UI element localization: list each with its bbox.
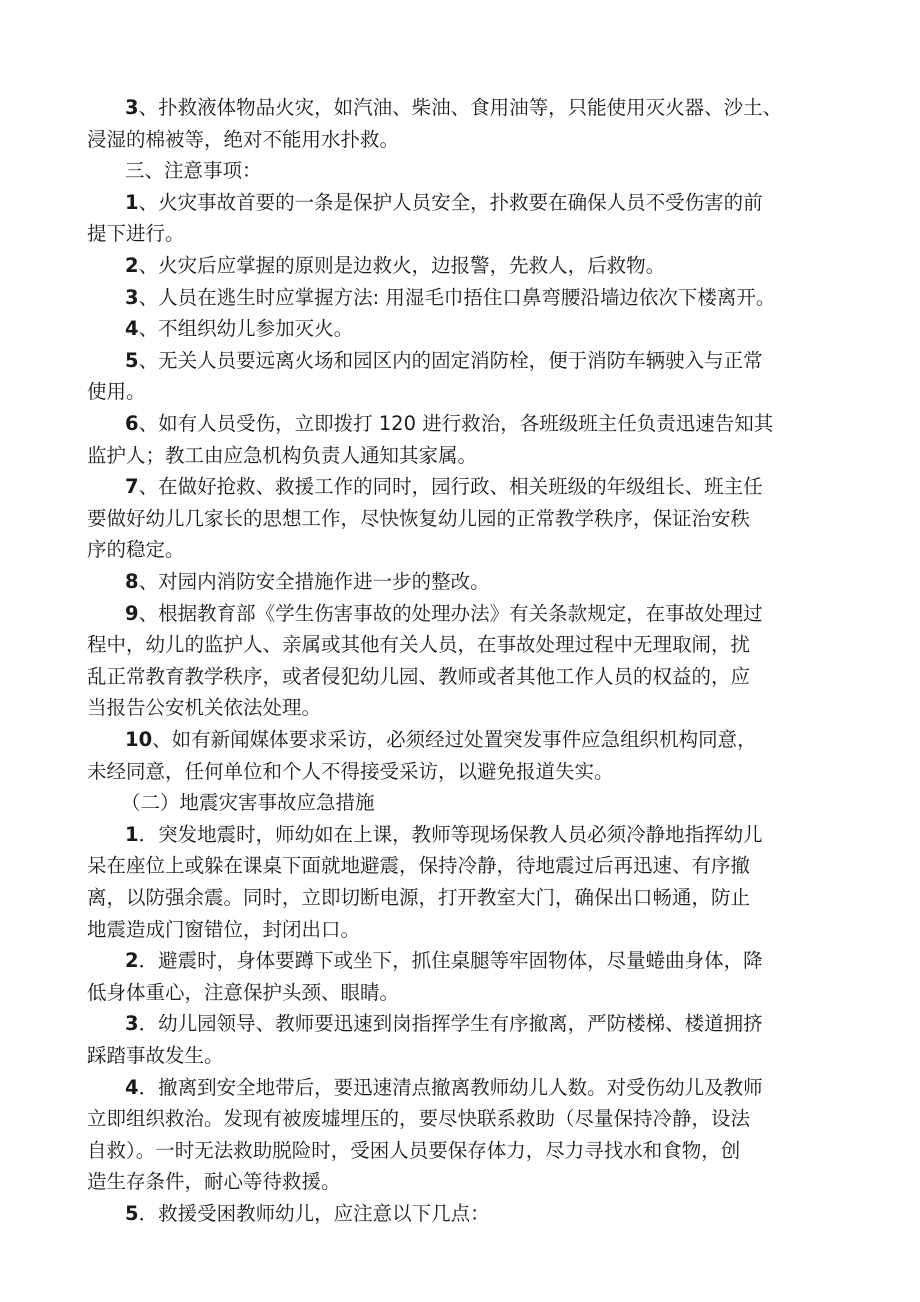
line-text: 呆在座位上或躲在课桌下面就地避震，保持冷静，待地震过后再迅速、有序撤 <box>87 854 751 878</box>
text-line <box>87 1041 847 1071</box>
item-number: 10 <box>125 728 153 751</box>
line-text: 、扑救液体物品火灾，如汽油、柴油、食用油等，只能使用灭火器、沙土、 <box>138 96 783 119</box>
text-line <box>87 630 847 660</box>
line-text: 、火灾事故首要的一条是保护人员安全，扑救要在确保人员不受伤害的前 <box>138 190 763 214</box>
numbered-line <box>125 725 847 755</box>
text-line <box>87 125 847 155</box>
numbered-line <box>125 1009 847 1039</box>
line-text: 浸湿的棉被等，绝对不能用水扑救。 <box>87 127 400 151</box>
line-text: 低身体重心，注意保护头颈、眼睛。 <box>87 980 400 1004</box>
line-text: 未经同意，任何单位和个人不得接受采访，以避免报道失实。 <box>87 759 614 783</box>
text-line <box>87 535 847 565</box>
item-number: 9 <box>125 601 139 625</box>
numbered-line <box>125 314 847 344</box>
text-line <box>87 377 847 407</box>
line-text: 地震造成门窗错位，封闭出口。 <box>87 917 361 941</box>
line-text: 监护人；教工由应急机构负责人通知其家属。 <box>87 443 478 467</box>
line-text: 要做好幼儿几家长的思想工作，尽快恢复幼儿园的正常教学秩序，保证治安秩 <box>87 506 751 530</box>
item-number: 6 <box>125 412 139 435</box>
line-text: 、对园内消防安全措施作进一步的整改。 <box>138 570 490 593</box>
text-line <box>87 978 847 1008</box>
text-line <box>87 1136 847 1166</box>
line-text: 立即组织救治。发现有被废墟埋压的，要尽快联系救助（尽量保持冷静，设法 <box>87 1107 751 1131</box>
numbered-line <box>125 599 847 629</box>
text-line <box>87 883 847 913</box>
line-text: 、不组织幼儿参加灭火。 <box>138 317 354 341</box>
text-line <box>87 662 847 692</box>
item-number: 7 <box>125 475 139 499</box>
line-text: 当报告公安机关依法处理。 <box>87 696 322 720</box>
line-text: ．救援受困教师幼儿，应注意以下几点： <box>138 1202 490 1225</box>
line-text: 、火灾后应掌握的原则是边救火，边报警，先救人，后救物。 <box>138 254 666 277</box>
numbered-line <box>125 1073 847 1103</box>
line-text: 造生存条件，耐心等待救援。 <box>87 1170 341 1194</box>
item-number: 4 <box>125 317 139 341</box>
numbered-line <box>125 946 847 976</box>
line-text: ．撤离到安全地带后，要迅速清点撤离教师幼儿人数。对受伤幼儿及教师 <box>138 1075 763 1099</box>
line-text: ．幼儿园领导、教师要迅速到岗指挥学生有序撤离，严防楼梯、楼道拥挤 <box>138 1012 763 1036</box>
numbered-line <box>125 93 847 123</box>
numbered-line <box>125 1199 847 1229</box>
item-number: 4 <box>125 1075 139 1099</box>
text-line <box>87 915 847 945</box>
line-text: 程中，幼儿的监护人、亲属或其他有关人员，在事故处理过程中无理取闹，扰 <box>87 633 751 657</box>
line-text: 离，以防强余震。同时，立即切断电源，打开教室大门，确保出口畅通，防止 <box>87 886 751 909</box>
line-text: 序的稳定。 <box>87 538 185 562</box>
line-text: 、根据教育部《学生伤害事故的处理办法》有关条款规定，在事故处理过 <box>138 601 763 625</box>
numbered-line <box>125 346 847 376</box>
item-number: 2 <box>125 254 139 277</box>
line-text: 、人员在逃生时应掌握方法: 用湿毛巾捂住口鼻弯腰沿墙边依次下楼离开。 <box>138 285 776 309</box>
text-line <box>87 1104 847 1134</box>
line-text: 三、注意事项： <box>125 159 262 183</box>
line-text: （二）地震灾害事故应急措施 <box>121 791 375 815</box>
item-number: 3 <box>125 285 139 309</box>
line-text: ．避震时，身体要蹲下或坐下，抓住桌腿等牢固物体，尽量蜷曲身体，降 <box>138 949 763 973</box>
text-line <box>87 441 847 471</box>
line-text: 、在做好抢救、救援工作的同时，园行政、相关班级的年级组长、班主任 <box>138 475 763 499</box>
numbered-line <box>125 283 847 313</box>
item-number: 1 <box>125 822 139 846</box>
numbered-line <box>125 251 847 281</box>
line-text: ．突发地震时，师幼如在上课，教师等现场保教人员必须冷静地指挥幼儿 <box>138 822 763 846</box>
text-line <box>87 851 847 881</box>
line-text: 自救）。一时无法救助脱险时，受困人员要保存体力，尽力寻找水和食物，创 <box>87 1138 741 1162</box>
item-number: 5 <box>125 1202 139 1225</box>
line-text: 乱正常教育教学秩序，或者侵犯幼儿园、教师或者其他工作人员的权益的，应 <box>87 664 751 688</box>
text-line <box>121 788 843 818</box>
text-line <box>87 1167 847 1197</box>
line-text: 使用。 <box>87 380 146 404</box>
item-number: 1 <box>125 190 139 214</box>
line-text: 提下进行。 <box>87 222 185 246</box>
text-line <box>87 504 847 534</box>
text-line <box>87 219 847 249</box>
item-number: 5 <box>125 348 139 372</box>
numbered-line <box>125 567 847 597</box>
item-number: 3 <box>125 96 139 119</box>
text-line <box>87 757 847 787</box>
text-line <box>87 693 847 723</box>
numbered-line <box>125 409 847 439</box>
numbered-line <box>125 820 847 850</box>
item-number: 2 <box>125 949 139 973</box>
line-text: 、如有新闻媒体要求采访，必须经过处置突发事件应急组织机构同意， <box>152 728 757 751</box>
numbered-line <box>125 472 847 502</box>
numbered-line <box>125 188 847 218</box>
text-line <box>125 156 847 186</box>
line-text: 、无关人员要远离火场和园区内的固定消防栓，便于消防车辆驶入与正常 <box>138 348 763 372</box>
line-text: 踩踏事故发生。 <box>87 1044 224 1067</box>
line-text: 、如有人员受伤，立即拨打 120 进行救治，各班级班主任负责迅速告知其 <box>138 412 774 435</box>
item-number: 8 <box>125 570 139 593</box>
item-number: 3 <box>125 1012 139 1036</box>
